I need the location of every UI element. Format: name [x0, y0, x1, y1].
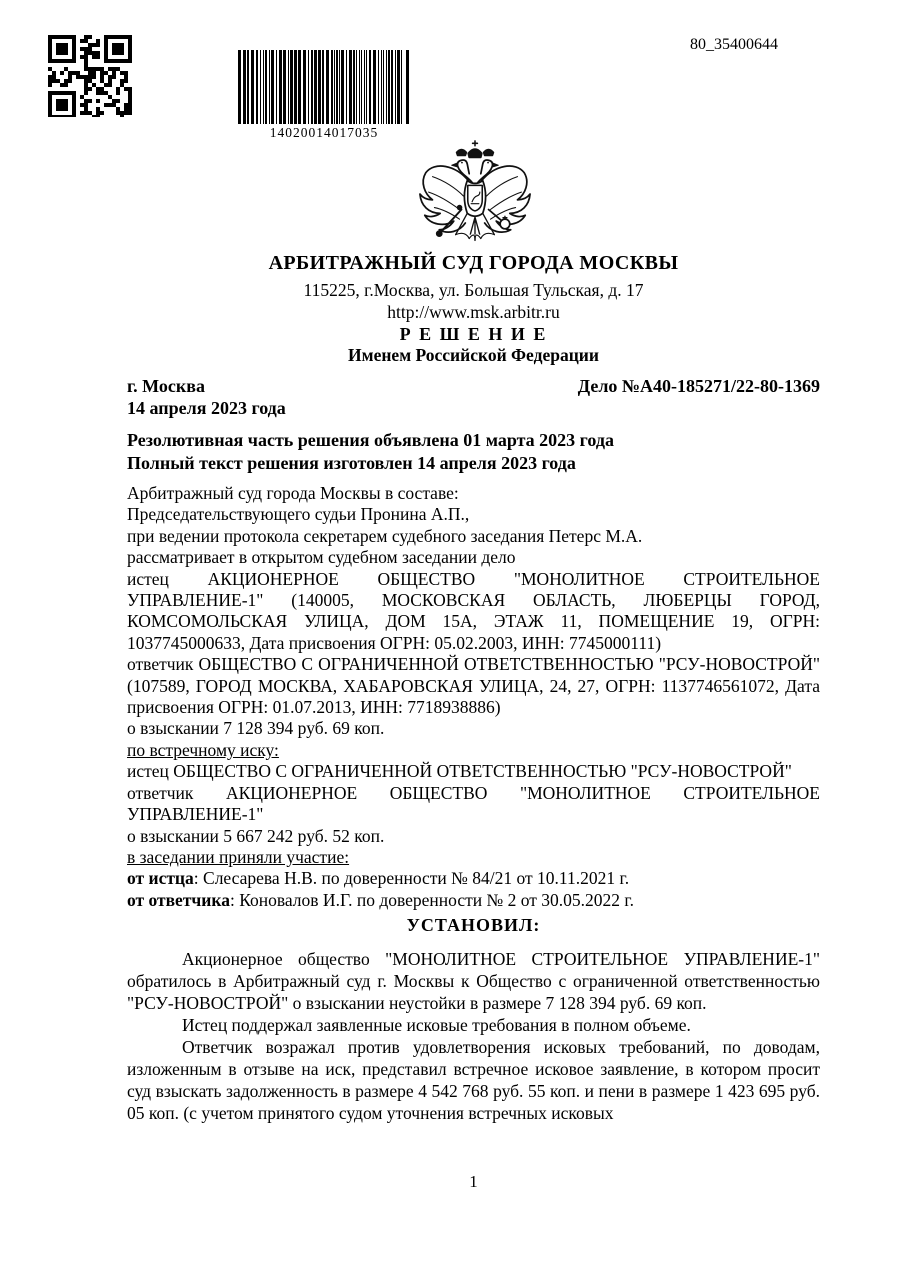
plaintiff-representative	[127, 868, 820, 889]
presiding-judge-line: Председательствующего судьи Пронина А.П.,	[127, 504, 470, 525]
defendant-representative	[127, 890, 820, 911]
court-composition-line: Арбитражный суд города Москвы в составе:	[127, 483, 459, 503]
page-number: 1	[469, 1172, 478, 1191]
document-id: 80_35400644	[690, 36, 778, 53]
secretary-line: при ведении протокола секретарем судебного заседания Петерс М.А.	[127, 525, 643, 546]
barcode	[238, 50, 410, 140]
counterclaim-defendant: ответчик АКЦИОНЕРНОЕ ОБЩЕСТВО "МОНОЛИТНОЕ СТРОИТЕЛЬНОЕ УПРАВЛЕНИЕ-1"	[127, 782, 820, 825]
plaintiff-description: истец АКЦИОНЕРНОЕ ОБЩЕСТВО "МОНОЛИТНОЕ СТРОИТЕЛЬНОЕ УПРАВЛЕНИЕ-1" (140005, МОСКОВСКАЯ ОБЛАСТЬ, ЛЮБЕРЦЫ ГОРОД, КОМСОМОЛЬСКАЯ УЛИЦА, ДОМ 15А, ЭТАЖ 11, ПОМЕЩЕНИЕ 19, ОГРН: 1037745000633, Дата присвоения ОГРН: 05.02.2003, ИНН: 7745000111)	[127, 568, 820, 653]
ruling-paragraph: Истец поддержал заявленные исковые требования в полном объеме.	[182, 1015, 691, 1036]
plaintiff-representative-text: : Слесарева Н.В. по доверенности № 84/21 от 10.11.2021 г.	[193, 868, 630, 889]
coat-of-arms-icon	[416, 138, 534, 252]
plaintiff-representative-label: от истца	[127, 868, 194, 889]
case-intro	[127, 483, 820, 911]
claim-amount: о взыскании 7 128 394 руб. 69 коп.	[127, 718, 385, 739]
counterclaim-plaintiff: истец ОБЩЕСТВО С ОГРАНИЧЕННОЙ ОТВЕТСТВЕННОСТЬЮ "РСУ-НОВОСТРОЙ"	[127, 761, 792, 782]
defendant-representative-label: от ответчика	[127, 889, 230, 910]
case-number: Дело №А40-185271/22-80-1369	[577, 376, 820, 396]
defendant-representative-text: : Коновалов И.Г. по доверенности № 2 от 30.05.2022 г.	[229, 889, 634, 910]
court-address: 115225, г.Москва, ул. Большая Тульская, д. 17	[303, 280, 644, 300]
hearing-line: рассматривает в открытом судебном заседании дело	[127, 547, 516, 568]
case-city: г. Москва	[127, 376, 205, 396]
barcode-number: 14020014017035	[269, 125, 379, 140]
full-text-line: Полный текст решения изготовлен 14 апреля 2023 года	[127, 453, 576, 473]
operative-part-line: Резолютивная часть решения объявлена 01 марта 2023 года	[127, 430, 614, 450]
established-heading: УСТАНОВИЛ:	[406, 915, 541, 936]
counterclaim-heading: по встречному иску:	[127, 739, 279, 760]
counterclaim-amount: о взыскании 5 667 242 руб. 52 коп.	[127, 825, 385, 846]
decision-date: 14 апреля 2023 года	[127, 398, 286, 418]
document-body	[127, 252, 820, 1124]
participants-heading: в заседании приняли участие:	[127, 846, 350, 867]
court-name: АРБИТРАЖНЫЙ СУД ГОРОДА МОСКВЫ	[268, 252, 679, 274]
qr-code	[48, 35, 132, 117]
document-subtitle: Именем Российской Федерации	[348, 345, 599, 365]
defendant-description: ответчик ОБЩЕСТВО С ОГРАНИЧЕННОЙ ОТВЕТСТВЕННОСТЬЮ "РСУ-НОВОСТРОЙ" (107589, ГОРОД МОСКВА, ХАБАРОВСКАЯ УЛИЦА, 24, 27, ОГРН: 1137746561072, Дата присвоения ОГРН: 01.07.2013, ИНН: 7718938886)	[127, 654, 820, 718]
court-website: http://www.msk.arbitr.ru	[387, 302, 560, 322]
ruling-paragraph: Ответчик возражал против удовлетворения исковых требований, по доводам, изложенным в отзыве на иск, представил встречное исковое заявление, в котором просит суд взыскать задолженность в размере 4 542 768 руб. 55 коп. и пени в размере 1 423 695 руб. 05 коп. (с учетом принятого судом уточнения встречных исковых	[127, 1037, 820, 1124]
document-title: Р Е Ш Е Н И Е	[399, 324, 548, 344]
ruling-paragraphs	[127, 948, 820, 1124]
ruling-paragraph: Акционерное общество "МОНОЛИТНОЕ СТРОИТЕЛЬНОЕ УПРАВЛЕНИЕ-1" обратилось в Арбитражный суд г. Москвы к Общество с ограниченной ответственностью "РСУ-НОВОСТРОЙ" о взыскании неустойки в размере 7 128 394 руб. 69 коп.	[127, 949, 820, 1014]
